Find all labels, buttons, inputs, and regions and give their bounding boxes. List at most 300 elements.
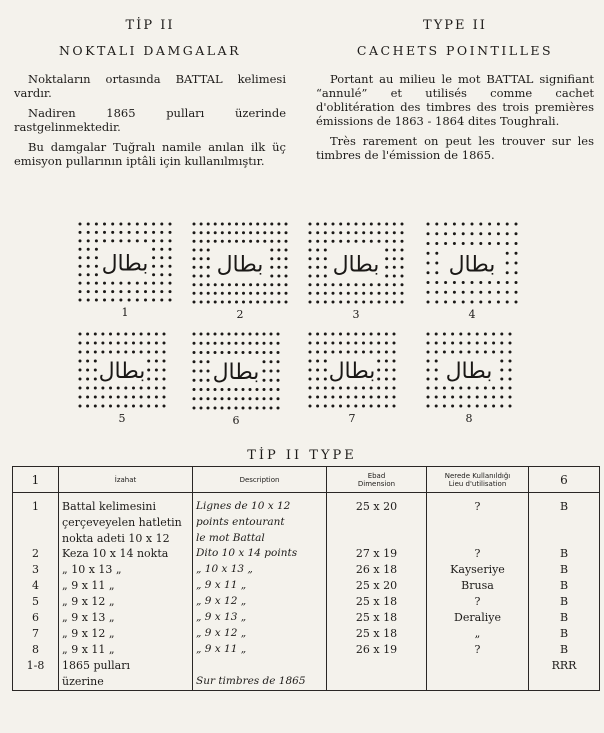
cachet-dot bbox=[355, 231, 358, 234]
stamp-number-label: 7 bbox=[348, 412, 356, 425]
cachet-dot bbox=[393, 301, 396, 304]
cachet-dot bbox=[207, 249, 210, 252]
cachet-dot bbox=[324, 231, 327, 234]
cachet-dot bbox=[155, 405, 158, 408]
table-row bbox=[13, 626, 600, 642]
cachet-dot bbox=[453, 301, 456, 304]
cachet-dot bbox=[435, 360, 438, 363]
cachet-dot bbox=[103, 231, 106, 234]
dot-grid-cachet bbox=[306, 220, 406, 306]
cachet-dot bbox=[200, 407, 203, 410]
cachet-dot bbox=[152, 231, 155, 234]
cachet-dot bbox=[87, 231, 90, 234]
cachet-dot bbox=[169, 231, 172, 234]
cachet-dot bbox=[468, 405, 471, 408]
cachet-dot bbox=[488, 242, 491, 245]
cachet-dot bbox=[354, 333, 357, 336]
cachet-dot bbox=[453, 291, 456, 294]
cachet-dot bbox=[471, 232, 474, 235]
cachet-dot bbox=[488, 223, 491, 226]
cachet-dot bbox=[277, 240, 280, 243]
cachet-dot bbox=[277, 388, 280, 391]
cachet-dot bbox=[147, 333, 150, 336]
cachet-dot bbox=[285, 223, 288, 226]
cachet-dot bbox=[339, 231, 342, 234]
cachet-dot bbox=[256, 231, 259, 234]
cachet-dot bbox=[500, 378, 503, 381]
cachet-dot bbox=[309, 369, 312, 372]
cachet-dot bbox=[377, 405, 380, 408]
cachet-dot bbox=[462, 301, 465, 304]
cachet-dot bbox=[263, 283, 266, 286]
cachet-dot bbox=[444, 242, 447, 245]
cachet-dot bbox=[435, 223, 438, 226]
cachet-dot bbox=[427, 291, 430, 294]
cachet-dot bbox=[214, 292, 217, 295]
cachet-dot bbox=[509, 405, 512, 408]
cachet-dot bbox=[316, 257, 319, 260]
cachet-dot bbox=[347, 387, 350, 390]
cachet-dot bbox=[355, 240, 358, 243]
cachet-dot bbox=[193, 333, 196, 336]
cachet-dot bbox=[385, 369, 388, 372]
cachet-dot bbox=[435, 378, 438, 381]
header-location-fr: Lieu d'utilisation bbox=[448, 479, 507, 488]
stamp-8 bbox=[424, 330, 514, 425]
cachet-dot bbox=[385, 275, 388, 278]
cachet-dot bbox=[468, 387, 471, 390]
cachet-dot bbox=[263, 342, 266, 345]
cachet-dot bbox=[506, 271, 509, 274]
cachet-dot bbox=[309, 240, 312, 243]
cachet-dot bbox=[401, 231, 404, 234]
cachet-dot bbox=[324, 283, 327, 286]
cachet-dot bbox=[479, 281, 482, 284]
cachet-dot bbox=[242, 407, 245, 410]
cachet-dot bbox=[163, 387, 166, 390]
cachet-dot bbox=[393, 333, 396, 336]
cachet-dot bbox=[324, 301, 327, 304]
cachet-dot bbox=[506, 281, 509, 284]
cachet-dot bbox=[354, 387, 357, 390]
cachet-dot bbox=[468, 333, 471, 336]
cachet-dot bbox=[263, 397, 266, 400]
cachet-dot bbox=[332, 283, 335, 286]
cachet-dot bbox=[256, 397, 259, 400]
cachet-dot bbox=[484, 405, 487, 408]
cachet-dot bbox=[277, 292, 280, 295]
cachet-dot bbox=[347, 231, 350, 234]
cachet-dot bbox=[207, 223, 210, 226]
cachet-dot bbox=[103, 299, 106, 302]
cachet-dot bbox=[443, 387, 446, 390]
cachet-dot bbox=[263, 240, 266, 243]
cachet-dot bbox=[393, 405, 396, 408]
cachet-dot bbox=[316, 351, 319, 354]
cachet-dot bbox=[378, 231, 381, 234]
cachet-dot bbox=[444, 232, 447, 235]
cachet-dot bbox=[249, 301, 252, 304]
cachet-dot bbox=[256, 342, 259, 345]
cachet-dot bbox=[331, 351, 334, 354]
cachet-dot bbox=[393, 249, 396, 252]
cachet-dot bbox=[453, 223, 456, 226]
cachet-dot bbox=[506, 252, 509, 255]
stamp-number-label: 3 bbox=[352, 308, 360, 321]
cachet-dot bbox=[332, 240, 335, 243]
cachet-dot bbox=[506, 291, 509, 294]
cachet-dot bbox=[109, 342, 112, 345]
cachet-dot bbox=[86, 369, 89, 372]
cachet-dot bbox=[393, 257, 396, 260]
cachet-dot bbox=[377, 369, 380, 372]
french-type-heading: TYPE II bbox=[423, 18, 487, 33]
cachet-dot bbox=[79, 231, 82, 234]
cachet-dot bbox=[193, 407, 196, 410]
cell-explanation: „ 9 x 13 „ bbox=[59, 610, 193, 626]
stamp-1 bbox=[76, 220, 174, 319]
cachet-dot bbox=[309, 275, 312, 278]
cell-explanation: „ 10 x 13 „ bbox=[59, 562, 193, 578]
cachet-dot bbox=[443, 333, 446, 336]
cachet-dot bbox=[200, 342, 203, 345]
cachet-dot bbox=[214, 301, 217, 304]
cachet-dot bbox=[128, 290, 131, 293]
cell-location bbox=[427, 658, 529, 690]
cachet-dot bbox=[277, 333, 280, 336]
cachet-dot bbox=[471, 281, 474, 284]
cachet-dot bbox=[393, 342, 396, 345]
cachet-dot bbox=[117, 405, 120, 408]
cachet-dot bbox=[270, 223, 273, 226]
cachet-dot bbox=[500, 387, 503, 390]
cachet-dot bbox=[242, 292, 245, 295]
cachet-dot bbox=[270, 407, 273, 410]
cachet-dot bbox=[331, 387, 334, 390]
cachet-dot bbox=[484, 396, 487, 399]
cachet-dot bbox=[370, 301, 373, 304]
cachet-dot bbox=[427, 396, 430, 399]
cell-location: Brusa bbox=[427, 578, 529, 594]
cachet-dot bbox=[427, 405, 430, 408]
cachet-dot bbox=[316, 342, 319, 345]
cachet-dot bbox=[263, 333, 266, 336]
cachet-dot bbox=[193, 223, 196, 226]
cachet-dot bbox=[117, 396, 120, 399]
cachet-dot bbox=[393, 351, 396, 354]
cachet-dot bbox=[94, 342, 97, 345]
cachet-dot bbox=[87, 248, 90, 251]
cachet-dot bbox=[385, 387, 388, 390]
cachet-dot bbox=[87, 239, 90, 242]
cachet-dot bbox=[200, 360, 203, 363]
cachet-dot bbox=[354, 396, 357, 399]
cachet-dot bbox=[324, 378, 327, 381]
cachet-dot bbox=[160, 273, 163, 276]
cachet-dot bbox=[515, 252, 518, 255]
cachet-dot bbox=[163, 333, 166, 336]
cachet-dot bbox=[277, 397, 280, 400]
cell-number: 6 bbox=[13, 610, 59, 626]
cell-value: B bbox=[529, 578, 600, 594]
cachet-dot bbox=[95, 273, 98, 276]
cachet-dot bbox=[169, 299, 172, 302]
cachet-dot bbox=[235, 223, 238, 226]
battal-mark: بطال bbox=[328, 359, 376, 384]
cell-number: 8 bbox=[13, 642, 59, 658]
cachet-dot bbox=[147, 360, 150, 363]
cachet-dot bbox=[136, 239, 139, 242]
cachet-dot bbox=[94, 333, 97, 336]
cachet-dot bbox=[476, 351, 479, 354]
cachet-dot bbox=[87, 265, 90, 268]
cachet-dot bbox=[468, 342, 471, 345]
cachet-dot bbox=[124, 342, 127, 345]
cachet-dot bbox=[214, 231, 217, 234]
cachet-dot bbox=[427, 333, 430, 336]
table-header-row bbox=[13, 467, 600, 493]
cachet-dot bbox=[331, 333, 334, 336]
cachet-dot bbox=[332, 292, 335, 295]
cachet-dot bbox=[87, 299, 90, 302]
cachet-dot bbox=[309, 283, 312, 286]
cachet-dot bbox=[316, 396, 319, 399]
cachet-dot bbox=[144, 239, 147, 242]
cachet-dot bbox=[249, 342, 252, 345]
cachet-dot bbox=[277, 257, 280, 260]
stamp-type-table bbox=[12, 466, 600, 691]
cachet-dot bbox=[471, 301, 474, 304]
header-description: Description bbox=[193, 467, 327, 493]
cell-dimension: 26 x 18 bbox=[327, 562, 427, 578]
cachet-dot bbox=[515, 301, 518, 304]
cachet-dot bbox=[235, 231, 238, 234]
battal-mark: بطال bbox=[98, 359, 146, 384]
cachet-dot bbox=[377, 360, 380, 363]
cachet-dot bbox=[370, 283, 373, 286]
cachet-dot bbox=[476, 387, 479, 390]
cachet-dot bbox=[309, 360, 312, 363]
cachet-dot bbox=[285, 231, 288, 234]
cachet-dot bbox=[362, 301, 365, 304]
cachet-dot bbox=[242, 397, 245, 400]
stamp-illustrations bbox=[0, 212, 604, 427]
cachet-dot bbox=[235, 351, 238, 354]
cachet-dot bbox=[370, 231, 373, 234]
cachet-dot bbox=[221, 231, 224, 234]
cachet-dot bbox=[94, 369, 97, 372]
cachet-dot bbox=[117, 387, 120, 390]
cachet-dot bbox=[79, 299, 82, 302]
cachet-dot bbox=[263, 223, 266, 226]
cachet-dot bbox=[155, 387, 158, 390]
cachet-dot bbox=[509, 369, 512, 372]
cachet-dot bbox=[285, 240, 288, 243]
cachet-dot bbox=[385, 266, 388, 269]
cachet-dot bbox=[362, 223, 365, 226]
cachet-dot bbox=[435, 369, 438, 372]
cachet-dot bbox=[484, 351, 487, 354]
cachet-dot bbox=[393, 378, 396, 381]
cachet-dot bbox=[385, 231, 388, 234]
cachet-dot bbox=[435, 271, 438, 274]
turkish-column bbox=[14, 18, 286, 174]
cachet-dot bbox=[263, 292, 266, 295]
cachet-dot bbox=[200, 333, 203, 336]
dot-grid-cachet bbox=[190, 330, 282, 412]
cachet-dot bbox=[339, 333, 342, 336]
cachet-dot bbox=[101, 342, 104, 345]
cachet-dot bbox=[270, 240, 273, 243]
cachet-dot bbox=[509, 396, 512, 399]
cachet-dot bbox=[393, 369, 396, 372]
header-location bbox=[427, 467, 529, 493]
cachet-dot bbox=[207, 231, 210, 234]
cachet-dot bbox=[332, 231, 335, 234]
turkish-paragraph-2: Nadiren 1865 pulları üzerinde rastgelinmektedir. bbox=[14, 106, 286, 134]
cachet-dot bbox=[109, 387, 112, 390]
cachet-dot bbox=[401, 223, 404, 226]
cell-description: „ 10 x 13 „ bbox=[193, 562, 327, 578]
stamp-6 bbox=[190, 330, 282, 427]
cachet-dot bbox=[193, 249, 196, 252]
cachet-dot bbox=[270, 379, 273, 382]
cachet-dot bbox=[242, 231, 245, 234]
cachet-dot bbox=[515, 271, 518, 274]
cachet-dot bbox=[347, 283, 350, 286]
cachet-dot bbox=[309, 351, 312, 354]
cachet-dot bbox=[362, 351, 365, 354]
cachet-dot bbox=[324, 240, 327, 243]
cachet-dot bbox=[443, 396, 446, 399]
cachet-dot bbox=[443, 351, 446, 354]
cachet-dot bbox=[515, 281, 518, 284]
cachet-dot bbox=[385, 283, 388, 286]
cachet-dot bbox=[393, 387, 396, 390]
cachet-dot bbox=[235, 283, 238, 286]
cachet-dot bbox=[200, 275, 203, 278]
cachet-dot bbox=[309, 301, 312, 304]
cachet-dot bbox=[124, 405, 127, 408]
cachet-dot bbox=[427, 223, 430, 226]
cachet-dot bbox=[347, 351, 350, 354]
cachet-dot bbox=[316, 240, 319, 243]
cachet-dot bbox=[316, 283, 319, 286]
cachet-dot bbox=[124, 396, 127, 399]
cachet-dot bbox=[94, 351, 97, 354]
cachet-dot bbox=[488, 281, 491, 284]
cachet-dot bbox=[355, 301, 358, 304]
cachet-dot bbox=[285, 257, 288, 260]
cachet-dot bbox=[87, 290, 90, 293]
cachet-dot bbox=[427, 360, 430, 363]
cachet-dot bbox=[427, 351, 430, 354]
cell-value: B bbox=[529, 493, 600, 547]
cachet-dot bbox=[111, 231, 114, 234]
cachet-dot bbox=[492, 342, 495, 345]
cachet-dot bbox=[214, 223, 217, 226]
cachet-dot bbox=[207, 275, 210, 278]
dot-grid-cachet bbox=[76, 330, 168, 410]
cachet-dot bbox=[347, 405, 350, 408]
cachet-dot bbox=[453, 242, 456, 245]
cachet-dot bbox=[339, 342, 342, 345]
cachet-dot bbox=[509, 351, 512, 354]
cell-location: ? bbox=[427, 546, 529, 562]
cachet-dot bbox=[378, 283, 381, 286]
cachet-dot bbox=[451, 387, 454, 390]
cachet-dot bbox=[221, 351, 224, 354]
cachet-dot bbox=[444, 291, 447, 294]
cachet-dot bbox=[228, 342, 231, 345]
cachet-dot bbox=[200, 351, 203, 354]
cachet-dot bbox=[316, 333, 319, 336]
cachet-dot bbox=[228, 301, 231, 304]
cachet-dot bbox=[111, 282, 114, 285]
cell-description: Dito 10 x 14 points bbox=[193, 546, 327, 562]
cachet-dot bbox=[393, 231, 396, 234]
cell-location: Deraliye bbox=[427, 610, 529, 626]
stamp-7 bbox=[306, 330, 398, 425]
cachet-dot bbox=[160, 265, 163, 268]
cachet-dot bbox=[128, 223, 131, 226]
cachet-dot bbox=[200, 370, 203, 373]
cachet-dot bbox=[263, 231, 266, 234]
cachet-dot bbox=[124, 387, 127, 390]
cachet-dot bbox=[427, 342, 430, 345]
cachet-dot bbox=[94, 405, 97, 408]
cachet-dot bbox=[324, 333, 327, 336]
cachet-dot bbox=[427, 232, 430, 235]
cachet-dot bbox=[277, 370, 280, 373]
cachet-dot bbox=[347, 333, 350, 336]
cachet-dot bbox=[193, 301, 196, 304]
cachet-dot bbox=[339, 396, 342, 399]
dot-grid-cachet bbox=[424, 330, 514, 410]
cell-value: B bbox=[529, 562, 600, 578]
table-row bbox=[13, 642, 600, 658]
cachet-dot bbox=[119, 299, 122, 302]
cachet-dot bbox=[207, 379, 210, 382]
cachet-dot bbox=[285, 301, 288, 304]
cachet-dot bbox=[270, 333, 273, 336]
cachet-dot bbox=[324, 249, 327, 252]
cachet-dot bbox=[506, 262, 509, 265]
cachet-dot bbox=[214, 388, 217, 391]
cachet-dot bbox=[103, 223, 106, 226]
cachet-dot bbox=[435, 387, 438, 390]
cell-description: Sur timbres de 1865 bbox=[193, 658, 327, 690]
cell-location: ? bbox=[427, 493, 529, 547]
cachet-dot bbox=[509, 360, 512, 363]
cachet-dot bbox=[140, 351, 143, 354]
cell-location: ? bbox=[427, 594, 529, 610]
cachet-dot bbox=[155, 360, 158, 363]
cachet-dot bbox=[256, 240, 259, 243]
cachet-dot bbox=[385, 249, 388, 252]
cachet-dot bbox=[95, 299, 98, 302]
cachet-dot bbox=[451, 405, 454, 408]
cachet-dot bbox=[435, 291, 438, 294]
cachet-dot bbox=[500, 351, 503, 354]
cachet-dot bbox=[193, 370, 196, 373]
cachet-dot bbox=[270, 388, 273, 391]
cachet-dot bbox=[476, 396, 479, 399]
cachet-dot bbox=[324, 342, 327, 345]
cachet-dot bbox=[309, 266, 312, 269]
cachet-dot bbox=[509, 378, 512, 381]
cell-description: „ 9 x 12 „ bbox=[193, 626, 327, 642]
